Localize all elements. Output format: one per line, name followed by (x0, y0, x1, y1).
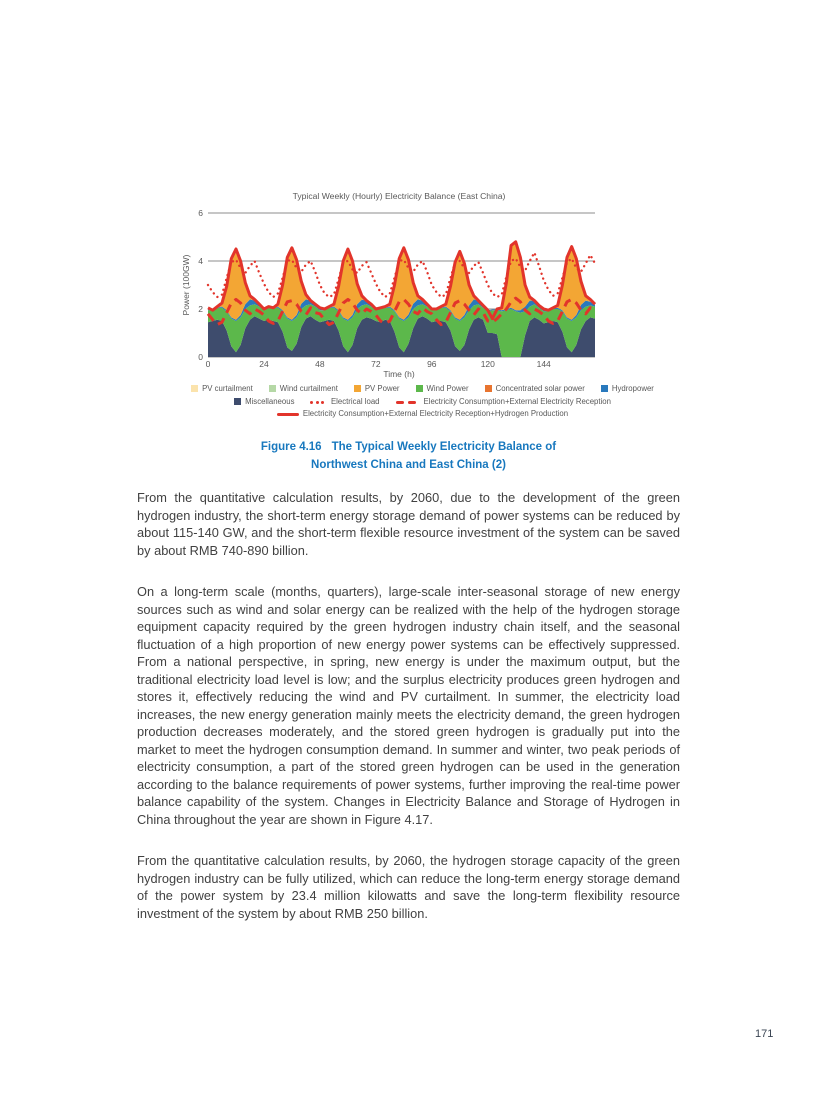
legend-label: PV curtailment (202, 384, 253, 393)
x-tick-label: 0 (205, 359, 211, 369)
paragraph-1: From the quantitative calculation results, by 2060, due to the development of the green hydrogen industry, the short-term energy storage demand of power systems can be reduced by about 115-140 GW, and the short-term flexible resource investment of the system can be saved by about RMB 740-890 billion. (137, 490, 680, 558)
figure-caption (137, 438, 680, 474)
legend-row (234, 397, 611, 406)
wind-power-swatch-icon (416, 385, 423, 392)
legend-label: Wind Power (426, 384, 469, 393)
figure-title-line1: The Typical Weekly Electricity Balance of (331, 441, 557, 453)
legend-label: PV Power (364, 384, 400, 393)
y-axis-title: Power (100GW) (181, 254, 191, 316)
legend-label: Concentrated solar power (495, 384, 585, 393)
page-number: 171 (755, 1028, 774, 1040)
chart-legend (150, 384, 695, 418)
legend-item-pv-power (354, 384, 400, 393)
consumption-reception-hydrogen-swatch-icon (277, 409, 299, 418)
legend-item-consumption-reception (396, 397, 611, 406)
electrical-load-swatch-icon (310, 397, 327, 406)
legend-label: Miscellaneous (245, 396, 295, 406)
y-tick-label: 2 (198, 304, 203, 314)
figure-caption-line1 (137, 438, 680, 456)
electricity-balance-chart (165, 183, 615, 383)
y-tick-label: 4 (198, 256, 203, 266)
x-tick-label: 96 (427, 359, 437, 369)
legend-item-wind-curtailment (269, 384, 338, 393)
legend-item-concentrated-solar-power (485, 384, 585, 393)
legend-item-electrical-load (310, 397, 379, 406)
legend-label: Wind curtailment (279, 384, 338, 393)
figure-title-line2: Northwest China and East China (2) (311, 459, 506, 471)
consumption-reception-swatch-icon (396, 397, 420, 406)
paragraph-3: From the quantitative calculation results, by 2060, the hydrogen storage capacity of the green hydrogen industry can be fully utilized, which can reduce the long-term energy storage demand of the power system by 23.4 million kilowatts and save the long-term flexibility resource investment of the system by about RMB 250 billion. (137, 853, 680, 921)
miscellaneous-swatch-icon (234, 398, 241, 405)
body-text (137, 489, 680, 946)
legend-item-pv-curtailment (191, 384, 253, 393)
paragraph-2: On a long-term scale (months, quarters), large-scale inter-seasonal storage of new energy sources such as wind and solar energy can be realized with the help of the hydrogen storage equipment capacity required by the green hydrogen industry chain itself, and the seasonal fluctuation of a high proportion of new energy power systems can be effectively suppressed. From a national perspective, in spring, new energy is under the maximum output, but the traditional electricity load level is low; and the surplus electricity produces green hydrogen and stores it, effectively reducing the wind and PV curtailment. In summer, the electricity load increases, the new energy generation mainly meets the electricity demand, the green hydrogen production decreases moderately, and the stored green hydrogen is gradually put into the market to meet the hydrogen consumption demand. In summer and winter, two peak periods of electricity consumption, a part of the stored green hydrogen can be used in the generation according to the balance requirements of power systems, further improving the real-time power balance capability of the system. Changes in Electricity Balance and Storage of Hydrogen in China throughout the year are shown in Figure 4.17. (137, 584, 680, 827)
x-tick-label: 120 (480, 359, 495, 369)
legend-row (277, 409, 568, 418)
y-tick-label: 6 (198, 208, 203, 218)
legend-item-consumption-reception-hydrogen (277, 409, 568, 418)
x-tick-label: 24 (259, 359, 269, 369)
hydropower-swatch-icon (601, 385, 608, 392)
x-tick-label: 48 (315, 359, 325, 369)
concentrated-solar-power-swatch-icon (485, 385, 492, 392)
x-tick-label: 72 (371, 359, 381, 369)
legend-label: Electricity Consumption+External Electricity Reception+Hydrogen Production (302, 409, 569, 418)
legend-item-wind-power (416, 384, 469, 393)
figure-label: Figure 4.16 (260, 441, 322, 453)
pv-curtailment-swatch-icon (191, 385, 198, 392)
legend-row (191, 384, 654, 393)
x-axis-title: Time (h) (383, 369, 415, 379)
y-tick-label: 0 (198, 352, 203, 362)
pv-power-swatch-icon (354, 385, 361, 392)
x-tick-label: 144 (536, 359, 551, 369)
legend-item-hydropower (601, 384, 654, 393)
wind-curtailment-swatch-icon (269, 385, 276, 392)
legend-label: Hydropower (611, 384, 654, 393)
chart-title: Typical Weekly (Hourly) Electricity Balance (East China) (292, 191, 506, 201)
legend-label: Electrical load (330, 396, 380, 406)
legend-item-miscellaneous (234, 397, 294, 406)
chart-plot-area (208, 242, 595, 357)
legend-label: Electricity Consumption+External Electricity Reception (423, 396, 611, 406)
